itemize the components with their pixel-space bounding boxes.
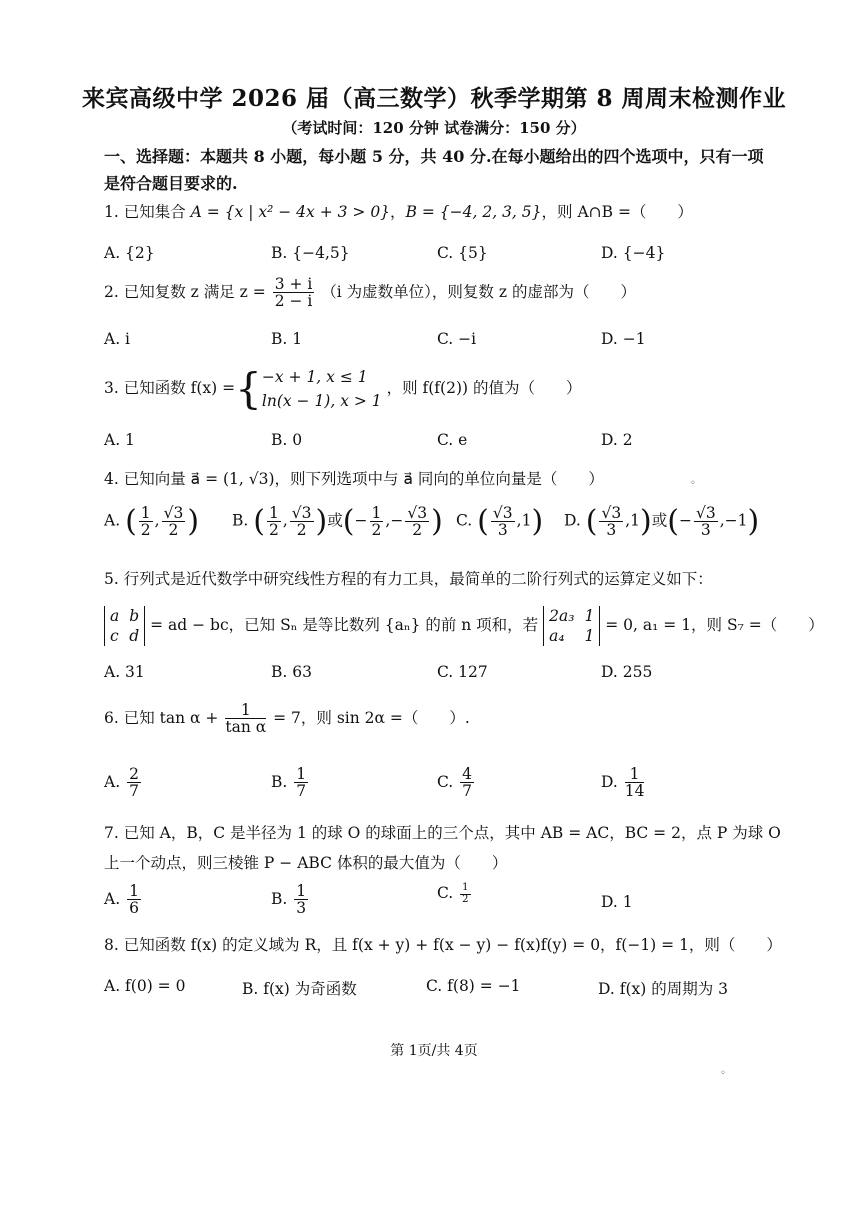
question-4-options bbox=[104, 504, 764, 558]
fraction bbox=[225, 702, 266, 736]
option-label: C. bbox=[437, 772, 454, 791]
numerator: √3 bbox=[601, 503, 622, 522]
paren-open: ( bbox=[477, 504, 489, 539]
numerator: 1 bbox=[140, 503, 151, 522]
option-label: B. bbox=[271, 772, 288, 791]
question-7-line-2 bbox=[104, 851, 769, 875]
case-2: ln(x − 1), x > 1 bbox=[261, 392, 382, 410]
minus-sign: − bbox=[354, 511, 368, 530]
fraction bbox=[599, 505, 623, 539]
paren-open: ( bbox=[253, 504, 265, 539]
option-d: D. {−4} bbox=[601, 244, 666, 262]
denominator: 7 bbox=[462, 782, 473, 801]
option-c bbox=[456, 504, 543, 539]
numerator: √3 bbox=[291, 503, 312, 522]
denominator: 3 bbox=[700, 521, 711, 539]
set-a: A = {x | x² − 4x + 3 > 0} bbox=[190, 203, 391, 221]
option-label: A. bbox=[104, 889, 121, 908]
denominator: 2 bbox=[371, 521, 382, 539]
page-title: 来宾高级中学 2026 届（高三数学）秋季学期第 8 周周末检测作业 bbox=[81, 85, 787, 112]
question-3 bbox=[104, 365, 769, 413]
question-5-definition: = ad − bc，已知 Sₙ 是等比数列 {aₙ} 的前 n 项和，若 bbox=[150, 616, 539, 634]
numerator: √3 bbox=[407, 503, 428, 522]
option-a bbox=[104, 766, 143, 800]
tail: ,1 bbox=[516, 511, 532, 530]
det-entry: 1 bbox=[584, 607, 595, 625]
option-a bbox=[104, 883, 143, 917]
minus-sign: − bbox=[390, 511, 404, 530]
denominator: 2 − i bbox=[274, 292, 313, 311]
numerator: 1 bbox=[462, 882, 469, 893]
option-d: D. 1 bbox=[601, 893, 633, 911]
option-a: A. i bbox=[104, 330, 131, 348]
paren-close: ) bbox=[747, 504, 760, 539]
numerator: √3 bbox=[492, 503, 513, 522]
stray-mark: ◦ bbox=[690, 478, 696, 489]
paren-close: ) bbox=[640, 504, 652, 539]
or-text: 或 bbox=[651, 511, 668, 530]
option-d: D. −1 bbox=[601, 330, 646, 348]
paren-open: ( bbox=[342, 504, 355, 539]
det-entry: d bbox=[129, 627, 140, 645]
question-5-tail: = 0, a₁ = 1，则 S₇ =（ ） bbox=[605, 616, 824, 634]
paren-close: ) bbox=[431, 504, 443, 539]
option-label: B. bbox=[271, 889, 288, 908]
question-1 bbox=[104, 200, 769, 224]
option-b: B. 1 bbox=[271, 330, 303, 348]
option-d: D. 2 bbox=[601, 431, 633, 449]
denominator: 2 bbox=[462, 893, 469, 905]
option-c bbox=[437, 766, 476, 800]
denominator: 6 bbox=[129, 899, 139, 918]
numerator: 1 bbox=[371, 503, 382, 522]
fraction bbox=[273, 276, 315, 310]
question-3-stem: 3. 已知函数 f(x) = bbox=[104, 379, 236, 397]
question-8 bbox=[104, 933, 782, 957]
case-1: −x + 1, x ≤ 1 bbox=[261, 368, 368, 386]
tail: ,1 bbox=[625, 511, 641, 530]
det-entry: 2a₃ bbox=[549, 607, 575, 625]
numerator: 3 + i bbox=[274, 275, 313, 293]
determinant bbox=[104, 606, 145, 646]
fraction bbox=[162, 505, 186, 539]
page-number: 第 1页/共 4页 bbox=[390, 1043, 478, 1059]
question-6-options bbox=[104, 766, 764, 810]
det-entry: a₄ bbox=[549, 627, 565, 645]
option-b: B. f(x) 为奇函数 bbox=[242, 980, 357, 998]
numerator: 1 bbox=[225, 702, 266, 719]
separator: ， bbox=[390, 203, 406, 221]
question-5-line-2 bbox=[104, 603, 824, 647]
option-b: B. {−4,5} bbox=[271, 244, 350, 262]
question-5 bbox=[104, 567, 769, 591]
numerator: 1 bbox=[296, 882, 307, 900]
question-3-options bbox=[104, 431, 764, 455]
det-entry: a bbox=[110, 607, 120, 625]
option-c: C. −i bbox=[437, 330, 477, 348]
fraction bbox=[127, 766, 141, 800]
question-8-options bbox=[104, 977, 764, 1001]
stray-mark: ◦ bbox=[720, 1068, 726, 1079]
piecewise-cases bbox=[262, 365, 382, 413]
fraction bbox=[127, 883, 141, 917]
minus-sign: − bbox=[678, 511, 692, 530]
option-label: A. bbox=[104, 772, 121, 791]
option-c: C. 127 bbox=[437, 663, 488, 681]
question-7-stem: 7. 已知 A，B，C 是半径为 1 的球 O 的球面上的三个点，其中 AB = AC，BC = 2，点 P 为球 O bbox=[104, 824, 781, 842]
option-c-label: C. bbox=[456, 511, 473, 530]
paren-open: ( bbox=[667, 504, 679, 539]
section-heading: 一、选择题：本题共 8 小题，每小题 5 分，共 40 分.在每小题给出的四个选项中，只有一项是符合题目要求的. bbox=[104, 147, 764, 193]
option-b-label: B. bbox=[232, 511, 249, 530]
denominator: 2 bbox=[168, 521, 179, 539]
paren-open: ( bbox=[585, 504, 598, 539]
page-subtitle: （考试时间：120 分钟 试卷满分：150 分） bbox=[282, 119, 586, 137]
question-2-options bbox=[104, 330, 764, 354]
option-a: A. f(0) = 0 bbox=[104, 977, 186, 995]
question-4-stem: 4. 已知向量 a⃗ = (1, √3)，则下列选项中与 a⃗ 同向的单位向量是（ ） bbox=[104, 470, 604, 488]
fraction bbox=[625, 766, 645, 800]
option-label: C. bbox=[437, 884, 454, 902]
fraction bbox=[139, 505, 153, 539]
det-entry: 1 bbox=[584, 627, 595, 645]
question-7 bbox=[104, 821, 781, 845]
or-text: 或 bbox=[327, 511, 343, 530]
option-d: D. 255 bbox=[601, 663, 653, 681]
denominator: 2 bbox=[296, 521, 307, 539]
option-a-label: A. bbox=[104, 511, 121, 530]
question-2-stem: 2. 已知复数 z 满足 z = bbox=[104, 282, 266, 301]
fraction bbox=[694, 505, 718, 539]
fraction bbox=[294, 766, 308, 800]
numerator: 1 bbox=[129, 882, 139, 900]
question-6-stem: 6. 已知 tan α + bbox=[104, 708, 219, 727]
paren-close: ) bbox=[187, 504, 200, 539]
fraction bbox=[290, 505, 314, 539]
option-d: D. f(x) 的周期为 3 bbox=[598, 980, 729, 998]
fraction bbox=[405, 505, 429, 539]
option-d bbox=[564, 504, 759, 539]
option-c: C. e bbox=[437, 431, 468, 449]
question-7-tail: 上一个动点，则三棱锥 P − ABC 体积的最大值为（ ） bbox=[104, 854, 508, 872]
numerator: √3 bbox=[163, 503, 184, 522]
question-1-tail: ，则 A∩B =（ ） bbox=[541, 203, 693, 221]
determinant bbox=[543, 606, 600, 646]
numerator: 4 bbox=[462, 765, 473, 783]
question-3-tail: ，则 f(f(2)) 的值为（ ） bbox=[386, 379, 582, 397]
option-b: B. 0 bbox=[271, 431, 303, 449]
option-b bbox=[271, 883, 310, 917]
left-brace: { bbox=[235, 364, 262, 413]
question-6 bbox=[104, 702, 769, 736]
denominator: tan α bbox=[225, 718, 267, 737]
numerator: 1 bbox=[268, 503, 279, 522]
option-b: B. 63 bbox=[271, 663, 312, 681]
option-a: A. {2} bbox=[104, 244, 155, 262]
denominator: 14 bbox=[624, 782, 645, 801]
fraction bbox=[460, 766, 474, 800]
question-5-stem: 5. 行列式是近代数学中研究线性方程的有力工具，最简单的二阶行列式的运算定义如下： bbox=[104, 570, 713, 588]
numerator: 1 bbox=[625, 766, 645, 783]
option-c: C. {5} bbox=[437, 244, 488, 262]
denominator: 7 bbox=[129, 782, 139, 801]
question-2-tail: （i 为虚数单位），则复数 z 的虚部为（ ） bbox=[321, 282, 636, 301]
denominator: 7 bbox=[296, 782, 307, 801]
option-c bbox=[437, 883, 473, 905]
numerator: 1 bbox=[296, 765, 307, 783]
numerator: 2 bbox=[129, 765, 139, 783]
question-1-options bbox=[104, 244, 764, 268]
question-4 bbox=[104, 467, 769, 491]
denominator: 3 bbox=[296, 899, 307, 918]
option-a: A. 31 bbox=[104, 663, 145, 681]
option-a: A. 1 bbox=[104, 431, 135, 449]
question-8-stem: 8. 已知函数 f(x) 的定义域为 R，且 f(x + y) + f(x − y) − f(x)f(y) = 0，f(−1) = 1，则（ ） bbox=[104, 936, 782, 954]
paren-close: ) bbox=[531, 504, 544, 539]
paren-open: ( bbox=[125, 504, 137, 539]
question-7-options bbox=[104, 883, 764, 927]
fraction bbox=[460, 883, 470, 905]
option-label: D. bbox=[601, 772, 618, 791]
det-entry: c bbox=[110, 627, 119, 645]
det-entry: b bbox=[129, 607, 140, 625]
option-d bbox=[601, 766, 646, 800]
set-b: B = {−4, 2, 3, 5} bbox=[405, 203, 542, 221]
paren-close: ) bbox=[315, 504, 328, 539]
fraction bbox=[294, 883, 308, 917]
denominator: 2 bbox=[412, 521, 423, 539]
fraction bbox=[491, 505, 515, 539]
question-5-options bbox=[104, 663, 764, 687]
option-d-label: D. bbox=[564, 511, 581, 530]
fraction bbox=[267, 505, 281, 539]
question-1-stem: 1. 已知集合 bbox=[104, 203, 191, 221]
option-b bbox=[271, 766, 310, 800]
denominator: 3 bbox=[606, 521, 617, 539]
denominator: 3 bbox=[497, 521, 508, 539]
option-c: C. f(8) = −1 bbox=[426, 977, 521, 995]
fraction bbox=[370, 505, 384, 539]
question-6-tail: = 7，则 sin 2α =（ ）. bbox=[273, 708, 470, 727]
tail: ,−1 bbox=[719, 511, 748, 530]
option-b: B. ( $\frac{1}{2}$ , $\frac{√3}{2}$ )或(− $\frac{1}{2}$ ,− $\frac{√3}{2}$ ) bbox=[232, 503, 443, 539]
option-a: A. ( $\frac{1}{2}$ , $\frac{√3}{2}$ ) bbox=[104, 503, 200, 539]
numerator: √3 bbox=[695, 503, 716, 522]
question-2 bbox=[104, 276, 769, 310]
denominator: 2 bbox=[268, 521, 279, 539]
denominator: 2 bbox=[140, 521, 151, 539]
